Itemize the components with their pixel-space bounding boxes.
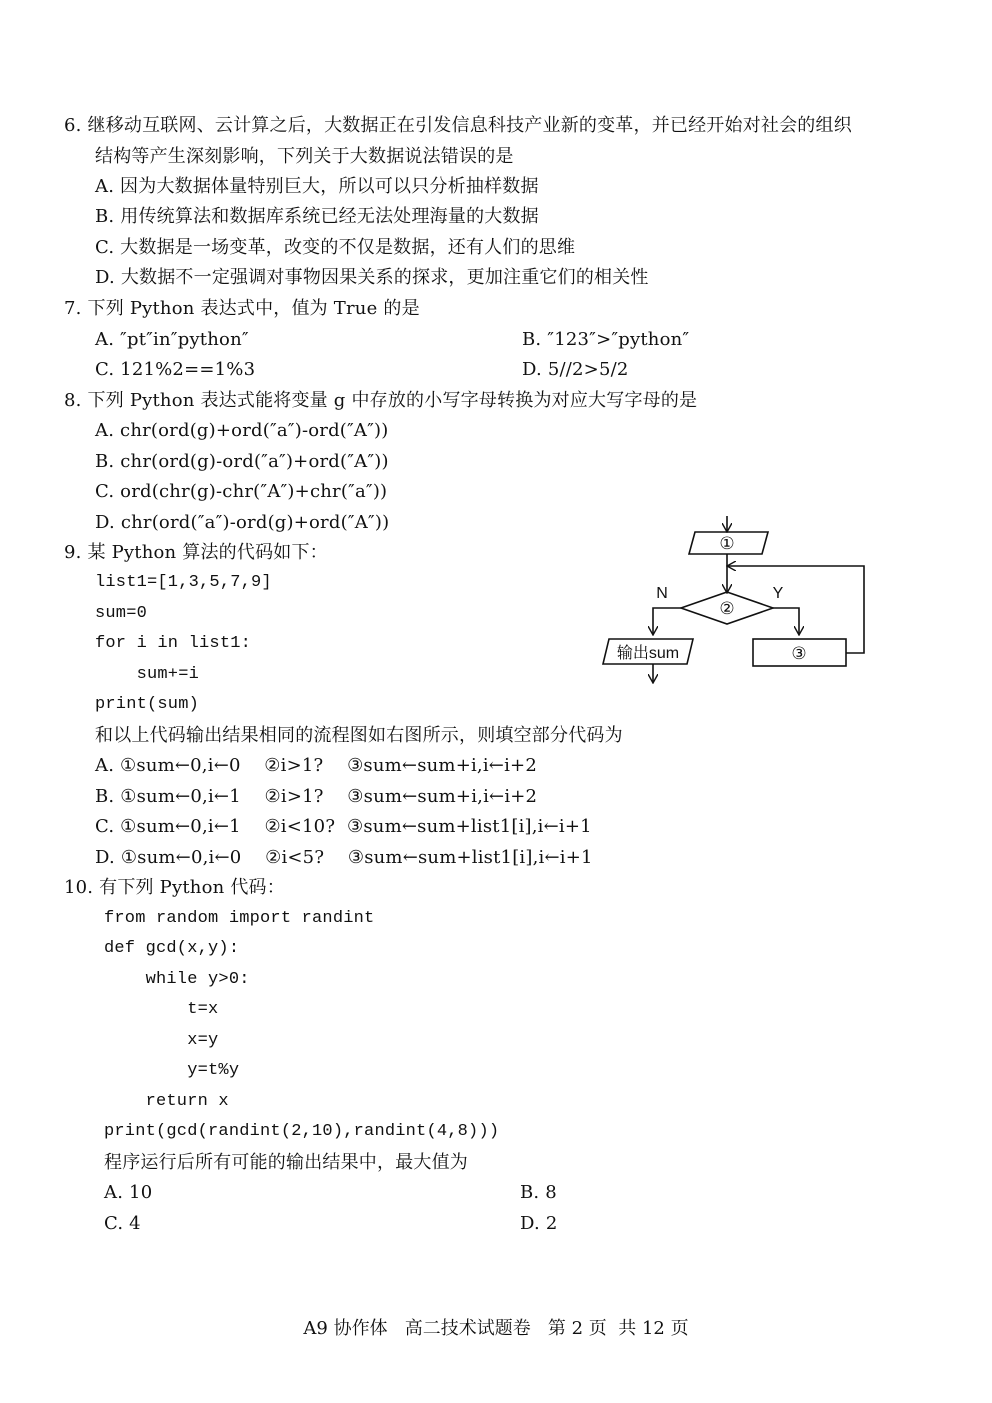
- q9-code-line3: for i in list1:: [95, 634, 252, 653]
- q6-stem-line1: 6. 继移动互联网、云计算之后，大数据正在引发信息科技产业新的变革，并已经开始对社会的组织: [64, 115, 852, 136]
- q8-stem: 8. 下列 Python 表达式能将变量 g 中存放的小写字母转换为对应大写字母的是: [64, 390, 698, 411]
- q10-code-line3: while y>0:: [104, 970, 250, 989]
- q9-code-line1: list1=[1,3,5,7,9]: [95, 573, 272, 592]
- flow-arrow-no: [653, 608, 681, 634]
- q10-code-line4: t=x: [104, 1000, 219, 1019]
- flow-diamond-label: ②: [719, 599, 735, 618]
- q9-option-b: B. ①sum←0,i←1 ②i>1? ③sum←sum+i,i←i+2: [95, 786, 538, 807]
- q8-option-d: D. chr(ord(″a″)-ord(g)+ord(″A″)): [95, 512, 390, 533]
- flow-no-label: N: [656, 585, 668, 602]
- q7-stem: 7. 下列 Python 表达式中，值为 True 的是: [64, 298, 420, 319]
- flow-box-3-label: ③: [791, 644, 807, 663]
- q10-code-line2: def gcd(x,y):: [104, 939, 240, 958]
- q7-option-b: B. ″123″>″python″: [522, 329, 690, 350]
- q10-option-d: D. 2: [520, 1213, 558, 1234]
- q8-option-a: A. chr(ord(g)+ord(″a″)-ord(″A″)): [95, 420, 389, 441]
- q9-flowchart: [598, 512, 870, 684]
- q9-code-line5: print(sum): [95, 695, 200, 714]
- q10-question: 程序运行后所有可能的输出结果中，最大值为: [104, 1152, 468, 1173]
- flow-box-1-label: ①: [719, 534, 735, 553]
- q9-code-line4: sum+=i: [95, 665, 200, 684]
- q9-option-a: A. ①sum←0,i←0 ②i>1? ③sum←sum+i,i←i+2: [95, 755, 537, 776]
- q6-stem-line2: 结构等产生深刻影响，下列关于大数据说法错误的是: [95, 146, 514, 167]
- q9-option-c: C. ①sum←0,i←1 ②i<10? ③sum←sum+list1[i],i←i+1: [95, 816, 592, 837]
- q7-option-d: D. 5//2>5/2: [522, 359, 629, 380]
- q9-code-line2: sum=0: [95, 604, 148, 623]
- q10-code-line6: y=t%y: [104, 1061, 240, 1080]
- page-footer: A9 协作体 高二技术试题卷 第 2 页 共 12 页: [303, 1318, 689, 1339]
- q9-option-d: D. ①sum←0,i←0 ②i<5? ③sum←sum+list1[i],i←i+1: [95, 847, 593, 868]
- q6-option-a: A. 因为大数据体量特别巨大，所以可以只分析抽样数据: [95, 176, 539, 197]
- q6-option-c: C. 大数据是一场变革，改变的不仅是数据，还有人们的思维: [95, 237, 576, 258]
- q9-stem: 9. 某 Python 算法的代码如下：: [64, 542, 328, 563]
- q7-option-c: C. 121%2==1%3: [95, 359, 256, 380]
- flow-yes-label: Y: [772, 585, 784, 602]
- flow-loop-back: [728, 566, 864, 653]
- q10-code-line1: from random import randint: [104, 909, 375, 928]
- q6-option-d: D. 大数据不一定强调对事物因果关系的探求，更加注重它们的相关性: [95, 267, 649, 288]
- q9-question: 和以上代码输出结果相同的流程图如右图所示，则填空部分代码为: [95, 725, 623, 746]
- q8-option-b: B. chr(ord(g)-ord(″a″)+ord(″A″)): [95, 451, 389, 472]
- q6-option-b: B. 用传统算法和数据库系统已经无法处理海量的大数据: [95, 206, 539, 227]
- q10-code-line5: x=y: [104, 1031, 219, 1050]
- flow-output-label: 输出sum: [616, 645, 680, 662]
- q10-option-c: C. 4: [104, 1213, 141, 1234]
- q7-option-a: A. ″pt″in″python″: [95, 329, 249, 350]
- q10-code-line8: print(gcd(randint(2,10),randint(4,8))): [104, 1122, 500, 1141]
- q10-option-b: B. 8: [520, 1182, 557, 1203]
- q10-option-a: A. 10: [104, 1182, 153, 1203]
- q10-code-line7: return x: [104, 1092, 229, 1111]
- flow-arrow-yes: [773, 608, 799, 634]
- q10-stem: 10. 有下列 Python 代码：: [64, 877, 285, 898]
- q8-option-c: C. ord(chr(g)-chr(″A″)+chr(″a″)): [95, 481, 388, 502]
